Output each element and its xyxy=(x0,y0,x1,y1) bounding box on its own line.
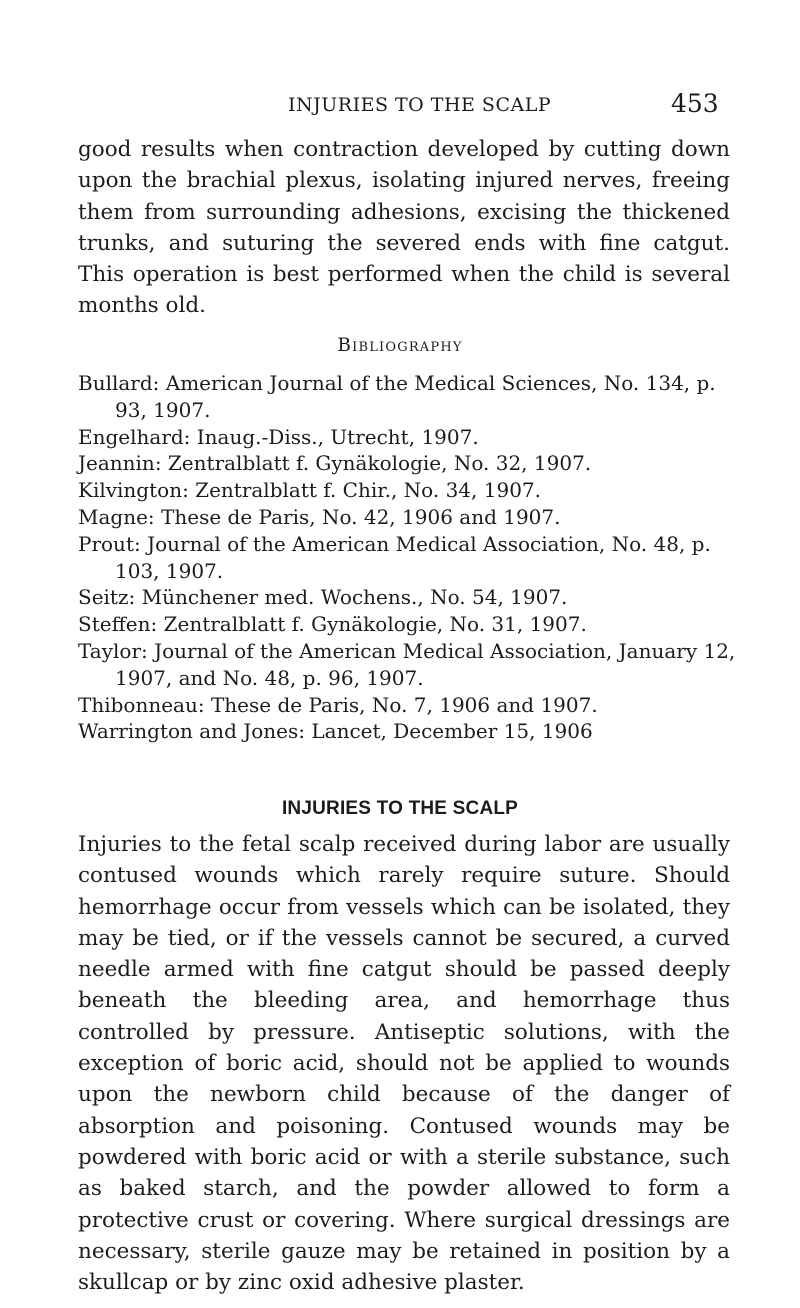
bibliography-entry: Taylor: Journal of the American Medical Association, January 12, 1907, and No. 48, p. 96, 1907. xyxy=(78,638,736,690)
section-heading: INJURIES TO THE SCALP xyxy=(281,798,519,819)
bibliography-entry: Steffen: Zentralblatt f. Gynäkologie, No. 31, 1907. xyxy=(78,612,587,637)
bibliography-entry: Kilvington: Zentralblatt f. Chir., No. 34, 1907. xyxy=(78,478,541,503)
bibliography-entry: Bullard: American Journal of the Medical Sciences, No. 134, p. 93, 1907. xyxy=(78,371,716,422)
bibliography-entry: Warrington and Jones: Lancet, December 15, 1906 xyxy=(78,719,593,744)
bibliography-entry: Thibonneau: These de Paris, No. 7, 1906 and 1907. xyxy=(78,692,598,717)
bibliography-entry: Seitz: Münchener med. Wochens., No. 54, 1907. xyxy=(78,585,568,610)
bibliography-list xyxy=(78,370,738,745)
bibliography-entry: Jeannin: Zentralblatt f. Gynäkologie, No. 32, 1907. xyxy=(78,451,592,476)
bibliography-entry: Prout: Journal of the American Medical Association, No. 48, p. 103, 1907. xyxy=(78,531,711,583)
intro-paragraph: good results when contraction developed by cutting down upon the brachial plexus, isolating injured nerves, freeing them from surrounding adhesions, excising the thickened trunks, and suturing the severed ends with fine catgut. This operation is best performed when the child is several months old. xyxy=(78,137,730,319)
bibliography-heading: Bibliography xyxy=(337,335,463,356)
section-paragraph: Injuries to the fetal scalp received during labor are usually contused wounds which rarely require suture. Should hemorrhage occur from vessels which can be isolated, they may be tied, or if the vessels cannot be secured, a curved needle armed with fine catgut should be passed deeply beneath the bleeding area, and hemorrhage thus controlled by pressure. Antiseptic solutions, with the exception of boric acid, should not be applied to wounds upon the newborn child because of the danger of absorption and poisoning. Contused wounds may be powdered with boric acid or with a sterile substance, such as baked starch, and the powder allowed to form a protective crust or covering. Where surgical dressings are necessary, sterile gauze may be retained in position by a skullcap or by zinc oxid adhesive plaster. xyxy=(78,832,730,1296)
running-head: INJURIES TO THE SCALP xyxy=(288,94,552,116)
bibliography-entry: Magne: These de Paris, No. 42, 1906 and 1907. xyxy=(78,504,561,529)
bibliography-entry: Engelhard: Inaug.-Diss., Utrecht, 1907. xyxy=(78,424,479,449)
page-number: 453 xyxy=(671,89,719,118)
